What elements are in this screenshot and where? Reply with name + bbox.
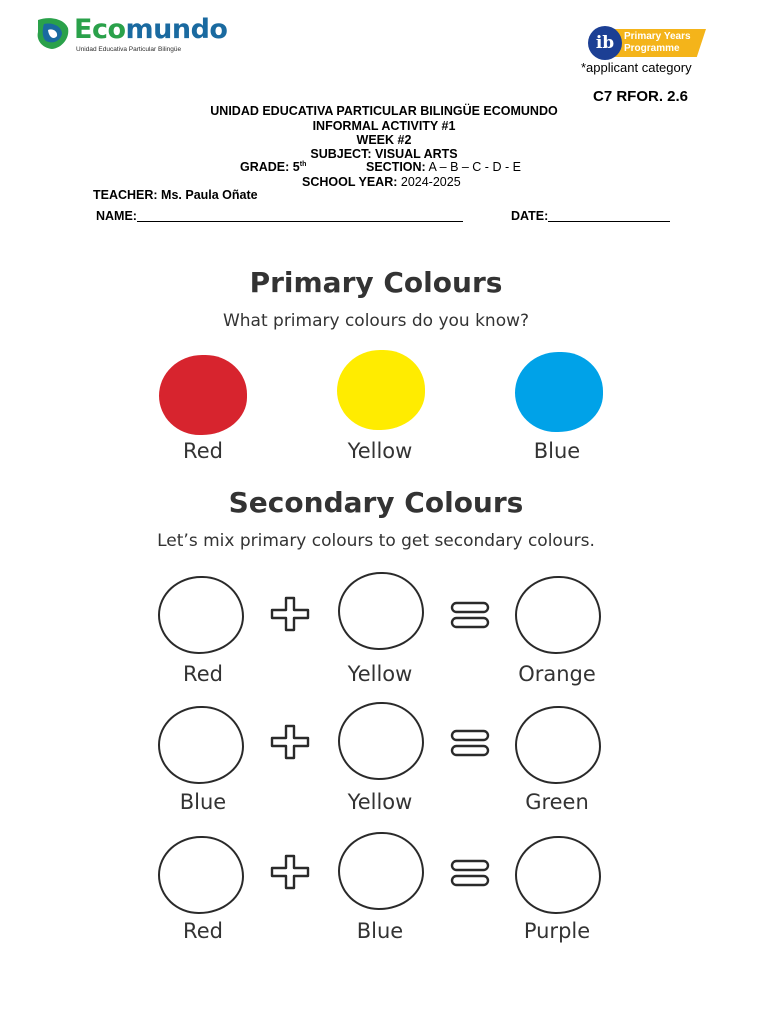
date-blank[interactable]: [548, 209, 670, 222]
ecomundo-tagline: Unidad Educativa Particular Bilingüe: [76, 46, 182, 53]
name-field-row: [96, 209, 463, 223]
mix2-circle-a[interactable]: [158, 706, 244, 784]
mix2-circle-b[interactable]: [338, 702, 424, 780]
equals-icon: [448, 723, 492, 763]
blue-paint-blob: [515, 352, 603, 432]
equals-icon: [448, 595, 492, 635]
secondary-colours-title: Secondary Colours: [228, 486, 524, 519]
grade-value: 5: [292, 160, 300, 174]
mix3-circle-a[interactable]: [158, 836, 244, 914]
mix1-circle-result[interactable]: [515, 576, 601, 654]
mix1-label-a: Red: [183, 662, 223, 686]
school-name: UNIDAD EDUCATIVA PARTICULAR BILINGÜE ECOMUNDO: [210, 104, 558, 118]
mix3-label-result: Purple: [523, 919, 591, 943]
primary-colours-title: Primary Colours: [249, 266, 503, 299]
name-label: NAME:: [96, 209, 137, 223]
mix3-label-b: Blue: [356, 919, 404, 943]
date-label: DATE:: [511, 209, 549, 223]
mix1-label-result: Orange: [518, 662, 596, 686]
equals-icon: [448, 853, 492, 893]
mix3-circle-b[interactable]: [338, 832, 424, 910]
ib-pyp-logo: [588, 26, 706, 60]
yellow-paint-blob: [337, 350, 425, 430]
primary-colours-question: What primary colours do you know?: [222, 311, 530, 331]
ecomundo-leaf-icon: [34, 14, 72, 52]
mix2-label-result: Green: [525, 790, 589, 814]
plus-icon: [268, 594, 312, 634]
week-number: WEEK #2: [356, 133, 412, 147]
mix1-circle-b[interactable]: [338, 572, 424, 650]
plus-icon: [268, 852, 312, 892]
school-year-row: [302, 175, 461, 189]
primary-label-red: Red: [183, 439, 223, 463]
name-blank[interactable]: [137, 209, 463, 222]
plus-icon: [268, 722, 312, 762]
mix1-circle-a[interactable]: [158, 576, 244, 654]
mix3-circle-result[interactable]: [515, 836, 601, 914]
school-year-value: 2024-2025: [400, 175, 461, 189]
form-code: C7 RFOR. 2.6: [593, 88, 689, 105]
activity-title: INFORMAL ACTIVITY #1: [312, 119, 456, 133]
subject-line: SUBJECT: VISUAL ARTS: [310, 147, 458, 161]
mix2-label-a: Blue: [179, 790, 227, 814]
grade-suffix: th: [299, 161, 307, 168]
section-value: A – B – C - D - E: [428, 160, 521, 174]
grade-label: GRADE:: [240, 160, 290, 174]
primary-label-blue: Blue: [533, 439, 581, 463]
school-year-label: SCHOOL YEAR:: [302, 175, 398, 189]
grade-section-row: [240, 160, 521, 174]
section-label: SECTION:: [366, 160, 426, 174]
mix2-circle-result[interactable]: [515, 706, 601, 784]
mix3-label-a: Red: [183, 919, 223, 943]
mix2-label-b: Yellow: [347, 790, 413, 814]
primary-label-yellow: Yellow: [347, 439, 413, 463]
pyp-text-line1: Primary Years: [624, 31, 691, 42]
teacher-line: TEACHER: Ms. Paula Oñate: [93, 188, 258, 202]
red-paint-blob: [159, 355, 247, 435]
date-field-row: [511, 209, 670, 223]
section-group: [366, 160, 521, 174]
ecomundo-logo: [34, 14, 228, 58]
applicant-category: *applicant category: [581, 60, 692, 75]
ib-circle-icon: ib: [588, 26, 622, 60]
secondary-colours-instruction: Let’s mix primary colours to get secondary colours.: [157, 531, 595, 551]
ecomundo-wordmark: Ecomundo: [74, 14, 228, 45]
mix1-label-b: Yellow: [347, 662, 413, 686]
pyp-text-line2: Programme: [624, 43, 680, 54]
